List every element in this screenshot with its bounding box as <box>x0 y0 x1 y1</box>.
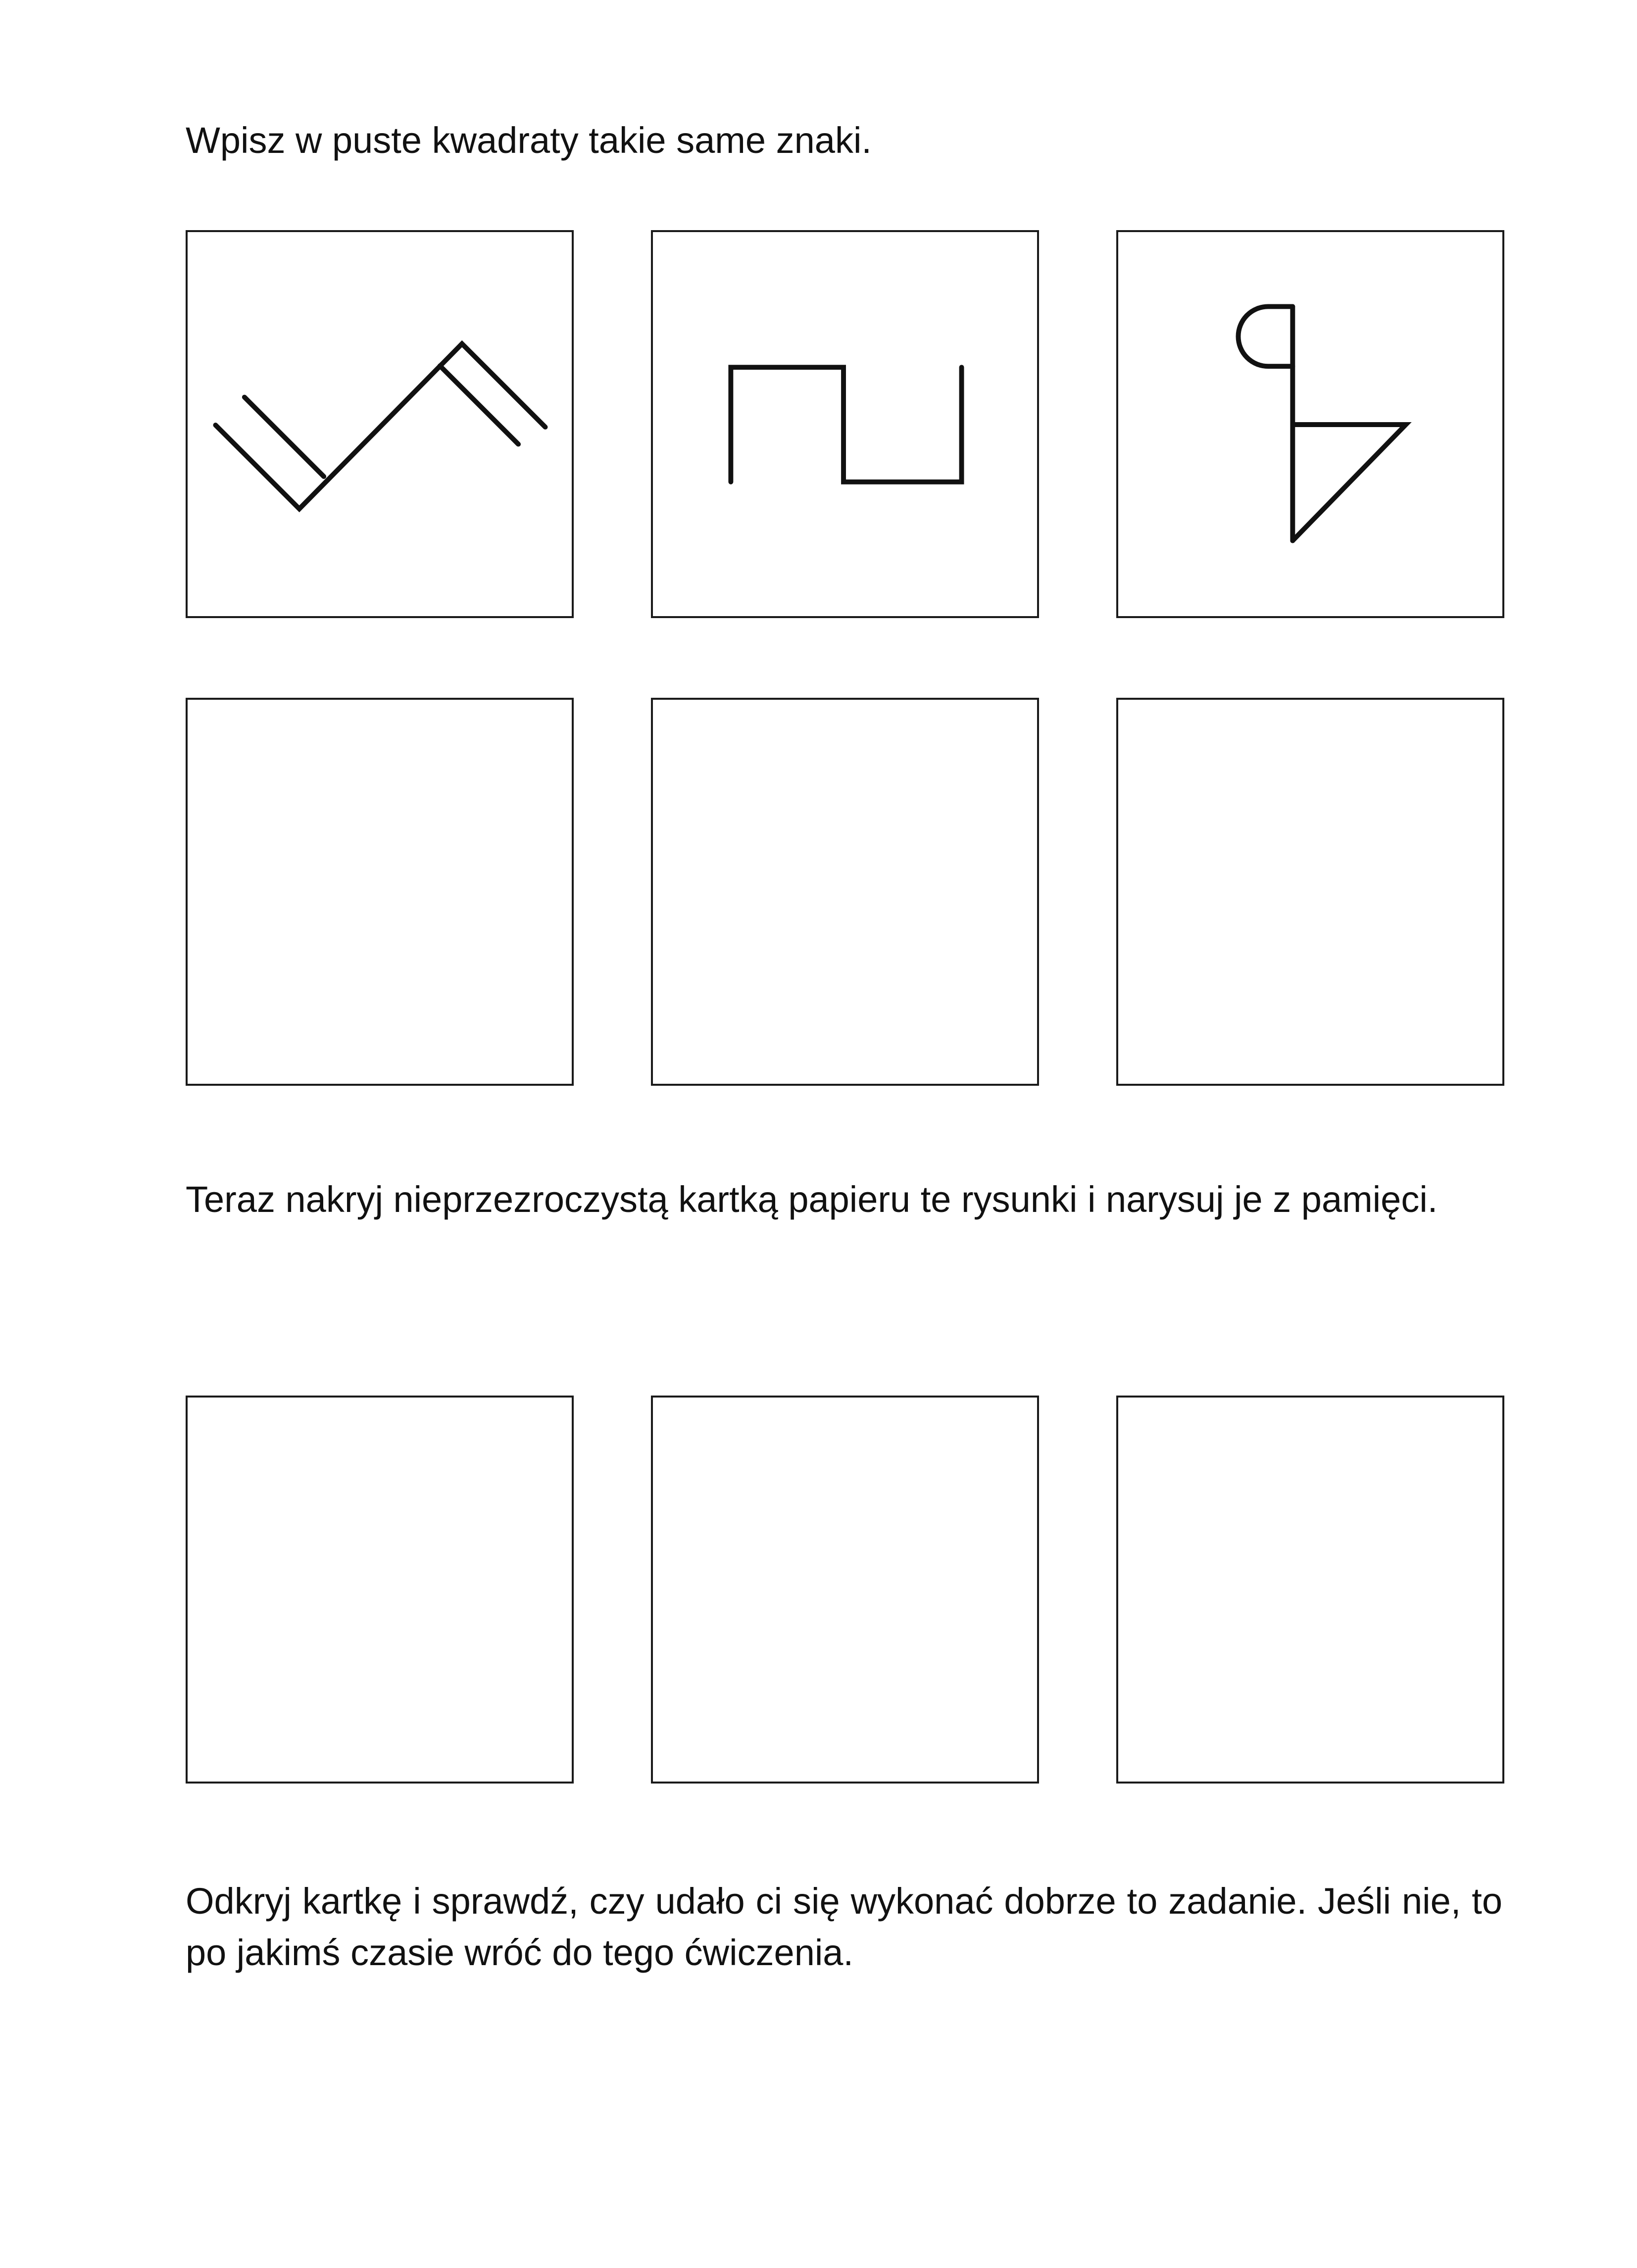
memory-box-1[interactable] <box>186 1396 574 1784</box>
copy-box-1[interactable] <box>186 698 574 1086</box>
pattern-box-3 <box>1116 230 1504 618</box>
copy-box-2[interactable] <box>651 698 1039 1086</box>
memory-box-2[interactable] <box>651 1396 1039 1784</box>
instruction-memory: Teraz nakryj nieprzezroczystą kartką papieru te rysunki i narysuj je z pamięci. <box>186 1179 1438 1220</box>
instruction-check: Odkryj kartkę i sprawdź, czy udało ci się wykonać dobrze to zadanie. Jeśli nie, to po jakimś czasie wróć do tego ćwiczenia. <box>186 1881 1502 1973</box>
zigzag-lines-icon <box>188 232 572 616</box>
pattern-box-1 <box>186 230 574 618</box>
memory-box-3[interactable] <box>1116 1396 1504 1784</box>
instruction-copy: Wpisz w puste kwadraty takie same znaki. <box>186 120 872 161</box>
pattern-box-2 <box>651 230 1039 618</box>
semicircle-triangle-icon <box>1118 232 1502 616</box>
copy-box-3[interactable] <box>1116 698 1504 1086</box>
square-wave-icon <box>653 232 1037 616</box>
